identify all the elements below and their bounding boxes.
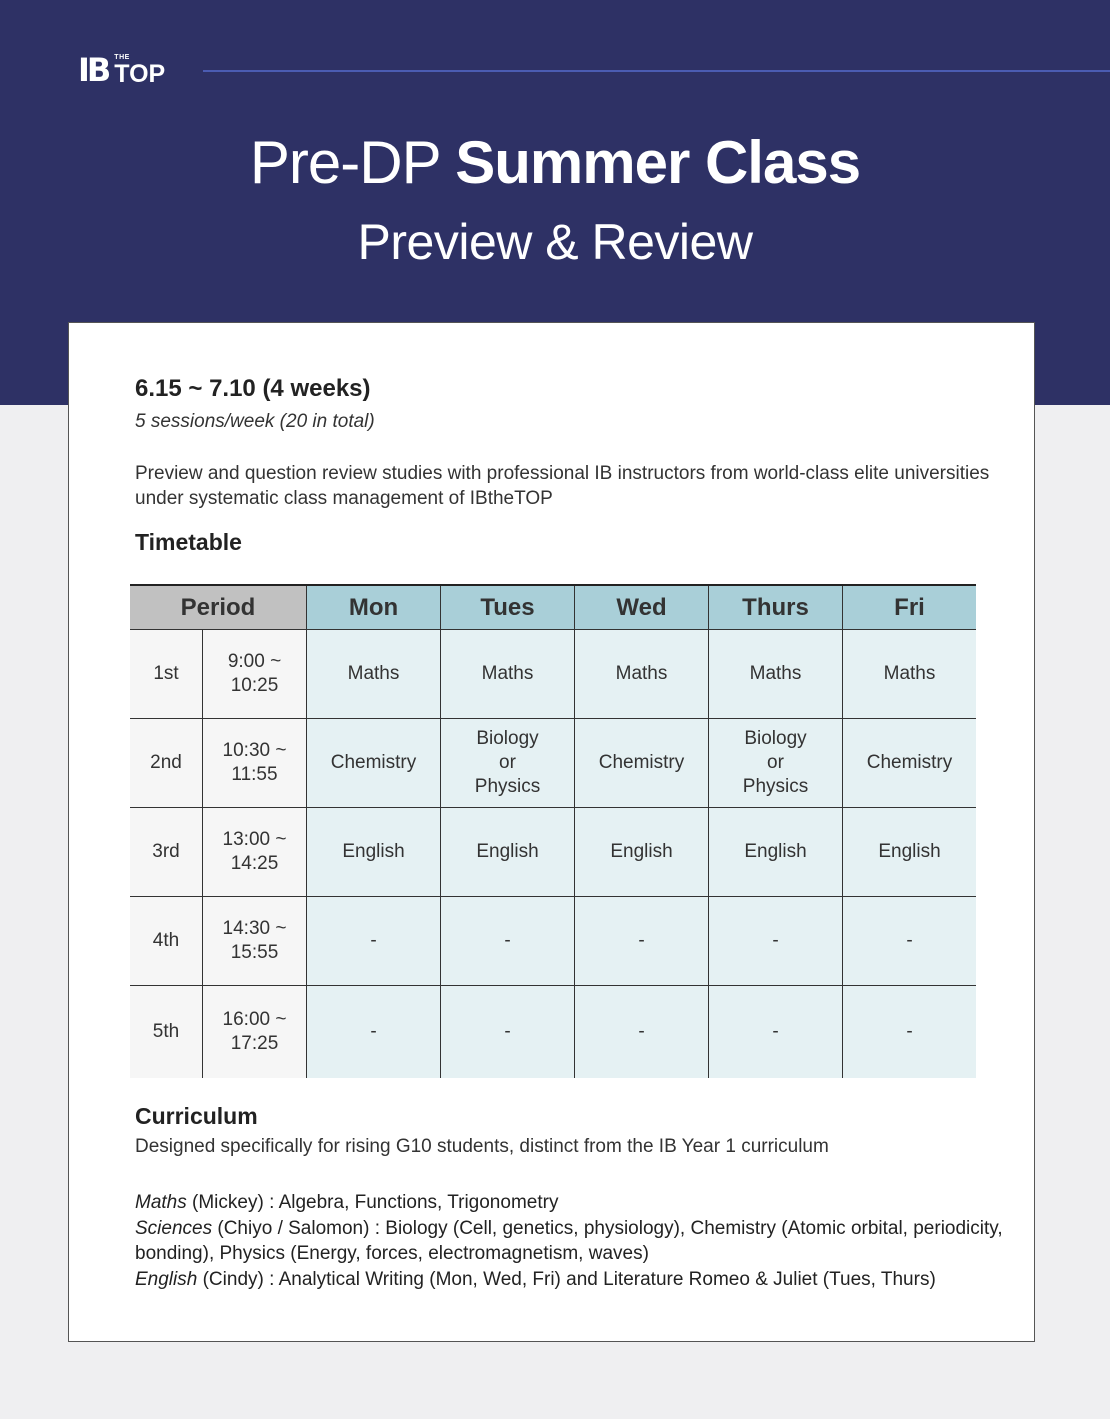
subject-cell: [307, 897, 441, 986]
subject-cell: [441, 986, 575, 1078]
content-card: [68, 322, 1035, 1342]
subject-text: -: [638, 1021, 645, 1042]
subject-cell: [709, 719, 843, 808]
subject-cell: [843, 897, 976, 986]
period-time-stack: [223, 828, 287, 876]
period-time: [203, 630, 307, 719]
curriculum-detail: (Cindy) : Analytical Writing (Mon, Wed, Fri) and Literature Romeo & Juliet (Tues, Thurs): [197, 1268, 936, 1290]
period-time: [203, 719, 307, 808]
period-time: [203, 986, 307, 1078]
subject-cell: [709, 630, 843, 719]
period-time: [203, 808, 307, 897]
day-header: Fri: [843, 586, 976, 630]
subject-cell: [843, 719, 976, 808]
subject-text: -: [638, 930, 645, 951]
subject-text: Physics: [474, 776, 541, 797]
subject-text: Chemistry: [866, 752, 953, 773]
subject-text: Chemistry: [330, 752, 417, 773]
subject-stack: [370, 929, 376, 953]
period-time-stack: [223, 1008, 287, 1056]
subject-text: Physics: [742, 776, 809, 797]
subject-stack: [476, 840, 538, 864]
subject-text: English: [342, 841, 405, 862]
curriculum-intro: Designed specifically for rising G10 students, distinct from the IB Year 1 curriculum: [135, 1136, 829, 1157]
logo-mark: IB: [78, 51, 109, 89]
subject-cell: [843, 630, 976, 719]
subject-stack: [599, 751, 685, 775]
subject-stack: [475, 727, 540, 799]
time-end: 10:25: [230, 675, 279, 696]
subject-cell: [441, 719, 575, 808]
subject-text: Maths: [347, 663, 400, 684]
subject-cell: [575, 986, 709, 1078]
day-header: Tues: [441, 586, 575, 630]
subject-stack: [867, 751, 953, 775]
curriculum-line: [135, 1216, 1025, 1267]
subject-text: Maths: [481, 663, 534, 684]
subject-cell: [575, 719, 709, 808]
subject-stack: [750, 662, 802, 686]
subject-cell: [709, 808, 843, 897]
subject-cell: [843, 986, 976, 1078]
logo-wordmark: [114, 54, 165, 86]
subject-cell: [575, 630, 709, 719]
period-label: 1st: [130, 630, 203, 719]
period-label: 3rd: [130, 808, 203, 897]
curriculum-line: [135, 1267, 1025, 1293]
subject-cell: [709, 986, 843, 1078]
period-label: 4th: [130, 897, 203, 986]
subject-text: Biology: [476, 728, 539, 749]
subject-cell: [307, 630, 441, 719]
period-time-stack: [223, 917, 287, 965]
page-subtitle: Preview & Review: [357, 214, 753, 270]
curriculum-detail: (Mickey) : Algebra, Functions, Trigonometry: [186, 1192, 559, 1213]
subject-text: Maths: [883, 663, 936, 684]
curriculum-subject: Maths: [135, 1192, 187, 1213]
subject-cell: [307, 808, 441, 897]
subject-text: Biology: [744, 728, 807, 749]
session-count: 5 sessions/week (20 in total): [135, 411, 375, 432]
page-title: [0, 128, 1110, 198]
subject-cell: [575, 808, 709, 897]
title-regular: Pre-DP: [249, 129, 456, 196]
period-time: [203, 897, 307, 986]
subject-text: English: [878, 841, 941, 862]
subject-cell: [441, 897, 575, 986]
subject-cell: [441, 808, 575, 897]
curriculum-heading: Curriculum: [135, 1103, 258, 1129]
subject-text: English: [476, 841, 539, 862]
subject-stack: [370, 1020, 376, 1044]
curriculum-subject: English: [135, 1268, 198, 1290]
subject-text: Maths: [749, 663, 802, 684]
subject-stack: [504, 1020, 510, 1044]
timetable-heading: Timetable: [135, 529, 242, 555]
subject-text: -: [772, 1021, 779, 1042]
curriculum-detail: (Chiyo / Salomon) : Biology (Cell, genetics, physiology), Chemistry (Atomic orbital, periodicity, bonding), Physics (Energy, forces, electromagnetism, waves): [135, 1217, 1003, 1264]
timetable: [130, 584, 976, 1076]
period-time-stack: [228, 650, 281, 698]
class-description: Preview and question review studies with professional IB instructors from world-class elite universities under systematic class management of IBtheTOP: [135, 463, 990, 509]
time-start: 10:30 ~: [222, 740, 287, 761]
period-header: Period: [130, 586, 307, 630]
subject-stack: [772, 929, 778, 953]
subject-stack: [744, 840, 806, 864]
subject-text: English: [744, 841, 807, 862]
time-end: 15:55: [230, 942, 279, 963]
subject-stack: [638, 929, 644, 953]
logo-the: THE: [114, 54, 130, 61]
subject-cell: [575, 897, 709, 986]
time-start: 16:00 ~: [222, 1009, 287, 1030]
time-end: 11:55: [231, 764, 278, 785]
subject-stack: [743, 727, 808, 799]
period-label: 2nd: [130, 719, 203, 808]
time-end: 14:25: [230, 853, 279, 874]
subject-stack: [884, 662, 936, 686]
subject-stack: [610, 840, 672, 864]
day-header: Thurs: [709, 586, 843, 630]
subject-cell: [307, 986, 441, 1078]
subject-stack: [504, 929, 510, 953]
time-start: 14:30 ~: [222, 918, 287, 939]
subject-stack: [482, 662, 534, 686]
subject-stack: [342, 840, 404, 864]
subject-cell: [307, 719, 441, 808]
class-dates: 6.15 ~ 7.10 (4 weeks): [135, 375, 371, 402]
time-end: 17:25: [230, 1033, 279, 1054]
subject-text: Chemistry: [598, 752, 685, 773]
day-header: Mon: [307, 586, 441, 630]
subject-text: -: [504, 1021, 511, 1042]
header-divider: [203, 70, 1110, 72]
subject-stack: [772, 1020, 778, 1044]
time-start: 9:00 ~: [227, 651, 282, 672]
subject-text: -: [370, 1021, 377, 1042]
logo-top: TOP: [114, 60, 166, 88]
subject-text: Maths: [615, 663, 668, 684]
title-bold: Summer Class: [455, 129, 861, 196]
subject-stack: [348, 662, 400, 686]
period-time-stack: [223, 739, 287, 787]
period-label: 5th: [130, 986, 203, 1078]
ibthetop-logo: [78, 50, 166, 89]
time-start: 13:00 ~: [222, 829, 287, 850]
subject-stack: [616, 662, 668, 686]
day-header: Wed: [575, 586, 709, 630]
subject-text: -: [772, 930, 779, 951]
curriculum-details: [135, 1190, 1025, 1292]
subject-text: -: [906, 1021, 913, 1042]
subject-text: -: [906, 930, 913, 951]
subject-text: -: [370, 930, 377, 951]
subject-cell: [709, 897, 843, 986]
subject-stack: [906, 929, 912, 953]
subject-stack: [878, 840, 940, 864]
subject-stack: [638, 1020, 644, 1044]
subject-cell: [441, 630, 575, 719]
subject-stack: [906, 1020, 912, 1044]
curriculum-subject: Sciences: [135, 1217, 213, 1239]
subject-text: or: [499, 752, 516, 773]
subject-cell: [843, 808, 976, 897]
curriculum-line: [135, 1190, 1025, 1216]
subject-text: or: [767, 752, 784, 773]
subject-text: -: [504, 930, 511, 951]
subject-stack: [331, 751, 417, 775]
subject-text: English: [610, 841, 673, 862]
